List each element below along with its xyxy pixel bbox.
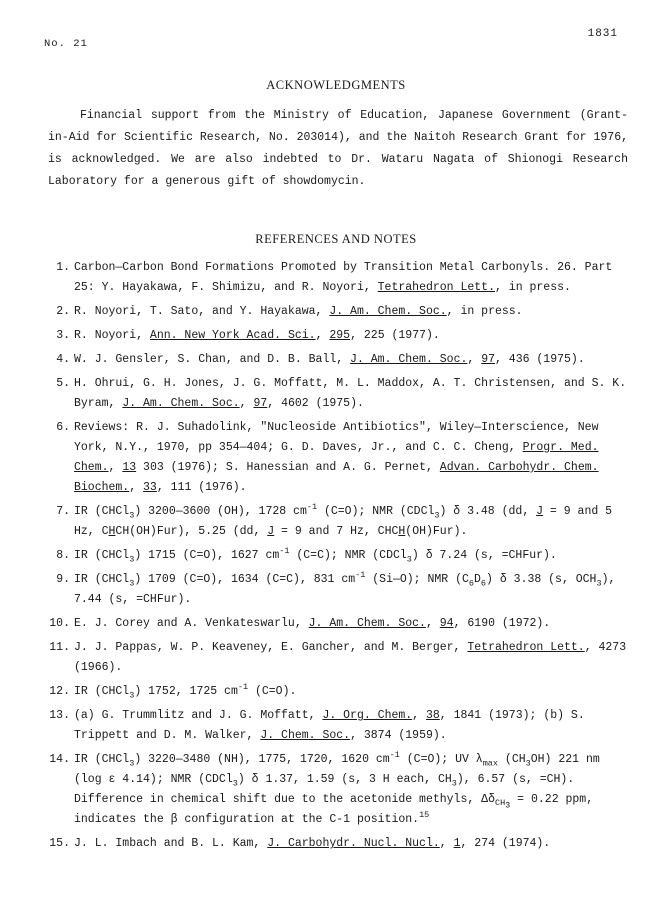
reference-10: 10. E. J. Corey and A. Venkateswarlu, J. Am. Chem. Soc., 94, 6190 (1972).: [48, 614, 630, 634]
reference-13: 13. (a) G. Trummlitz and J. G. Moffatt, J. Org. Chem., 38, 1841 (1973); (b) S. Trippett and D. M. Walker, J. Chem. Soc., 3874 (1959).: [48, 706, 630, 746]
acknowledgments-paragraph: [48, 105, 628, 193]
reference-number: 9.: [56, 573, 70, 586]
reference-number: 1.: [56, 261, 70, 274]
reference-5: 5. H. Ohrui, G. H. Jones, J. G. Moffatt, M. L. Maddox, A. T. Christensen, and S. K. Byram, J. Am. Chem. Soc., 97, 4602 (1975).: [48, 374, 630, 414]
journal-number: No. 21: [44, 38, 88, 50]
reference-3: 3. R. Noyori, Ann. New York Acad. Sci., 295, 225 (1977).: [48, 326, 630, 346]
reference-15: 15. J. L. Imbach and B. L. Kam, J. Carbohydr. Nucl. Nucl., 1, 274 (1974).: [48, 834, 630, 854]
page-number: 1831: [587, 28, 618, 40]
reference-2: 2. R. Noyori, T. Sato, and Y. Hayakawa, J. Am. Chem. Soc., in press.: [48, 302, 630, 322]
reference-14: 14. IR (CHCl$_3$) 3220—3480 (NH), 1775, 1720, 1620 $cm^{-1}$ (C=O); UV $\lambda_{max}$ $(CH_3OH)$ 221 nm (log ε 4.14); NMR (CDCl$_3$) δ 1.37, 1.59 (s, 3 H each, $CH_3$), 6.57 (s, =CH). Difference in chemical shift due to the acetonide methyls, $\Delta\delta_{CH_3} = 0.22$ ppm, indicates the β configuration at the C-1 position.$^{15}$: [49, 750, 600, 826]
references-heading: REFERENCES AND NOTES: [255, 232, 417, 246]
reference-list: [48, 258, 630, 858]
reference-number: 10.: [49, 617, 70, 630]
acknowledgments-text: Financial support from the Ministry of Education, Japanese Government (Grant-in-Aid for Scientific Research, No. 203014), and the Naitoh Research Grant for 1976, is acknowledged. We are also indebted to Dr. Wataru Nagata of Shionogi Research Laboratory for a generous gift of showdomycin.: [48, 109, 628, 188]
acknowledgments-heading: ACKNOWLEDGMENTS: [266, 78, 406, 92]
reference-number: 4.: [56, 353, 70, 366]
reference-number: 13.: [49, 709, 70, 722]
reference-4: 4. W. J. Gensler, S. Chan, and D. B. Ball, J. Am. Chem. Soc., 97, 436 (1975).: [48, 350, 630, 370]
reference-number: 6.: [56, 421, 70, 434]
reference-8: 8. IR (CHCl$_3$) 1715 (C=O), 1627 $cm^{-1}$ (C=C); NMR (CDCl$_3$) δ 7.24 (s, =CHFur).: [48, 546, 630, 566]
reference-7: 7. IR (CHCl$_3$) 3200—3600 (OH), 1728 $cm^{-1}$ (C=O); NMR (CDCl$_3$) δ 3.48 (dd, J = 9 and 5 Hz, CHCH(OH)Fur), 5.25 (dd, J = 9 and 7 Hz, CHCH(OH)Fur).: [48, 502, 630, 542]
reference-6: 6. Reviews: R. J. Suhadolink, "Nucleoside Antibiotics", Wiley—Interscience, New York, N.Y., 1970, pp 354—404; G. D. Daves, Jr., and C. C. Cheng, Progr. Med. Chem., 13 303 (1976); S. Hanessian and A. G. Pernet, Advan. Carbohydr. Chem. Biochem., 33, 111 (1976).: [48, 418, 630, 498]
page-header: [40, 28, 632, 48]
reference-11: 11. J. J. Pappas, W. P. Keaveney, E. Gancher, and M. Berger, Tetrahedron Lett., 4273 (1966).: [48, 638, 630, 678]
reference-9: 9. IR (CHCl$_3$) 1709 (C=O), 1634 (C=C), 831 $cm^{-1}$ (Si—O); NMR $(C_6D_6)$ δ 3.38 (s, $OCH_3$), 7.44 (s, =CHFur).: [48, 570, 630, 610]
reference-number: 7.: [56, 505, 70, 518]
reference-number: 3.: [56, 329, 70, 342]
reference-12: 12. IR (CHCl$_3$) 1752, 1725 $cm^{-1}$ (C=O).: [49, 682, 297, 701]
reference-number: 5.: [56, 377, 70, 390]
reference-number: 2.: [56, 305, 70, 318]
reference-number: 12.: [49, 685, 70, 698]
reference-number: 8.: [56, 549, 70, 562]
reference-1: 1. Carbon—Carbon Bond Formations Promoted by Transition Metal Carbonyls. 26. Part 25: Y. Hayakawa, F. Shimizu, and R. Noyori, Tetrahedron Lett., in press.: [48, 258, 630, 298]
reference-number: 11.: [49, 641, 70, 654]
reference-number: 15.: [49, 837, 70, 850]
reference-number: 14.: [49, 753, 70, 766]
